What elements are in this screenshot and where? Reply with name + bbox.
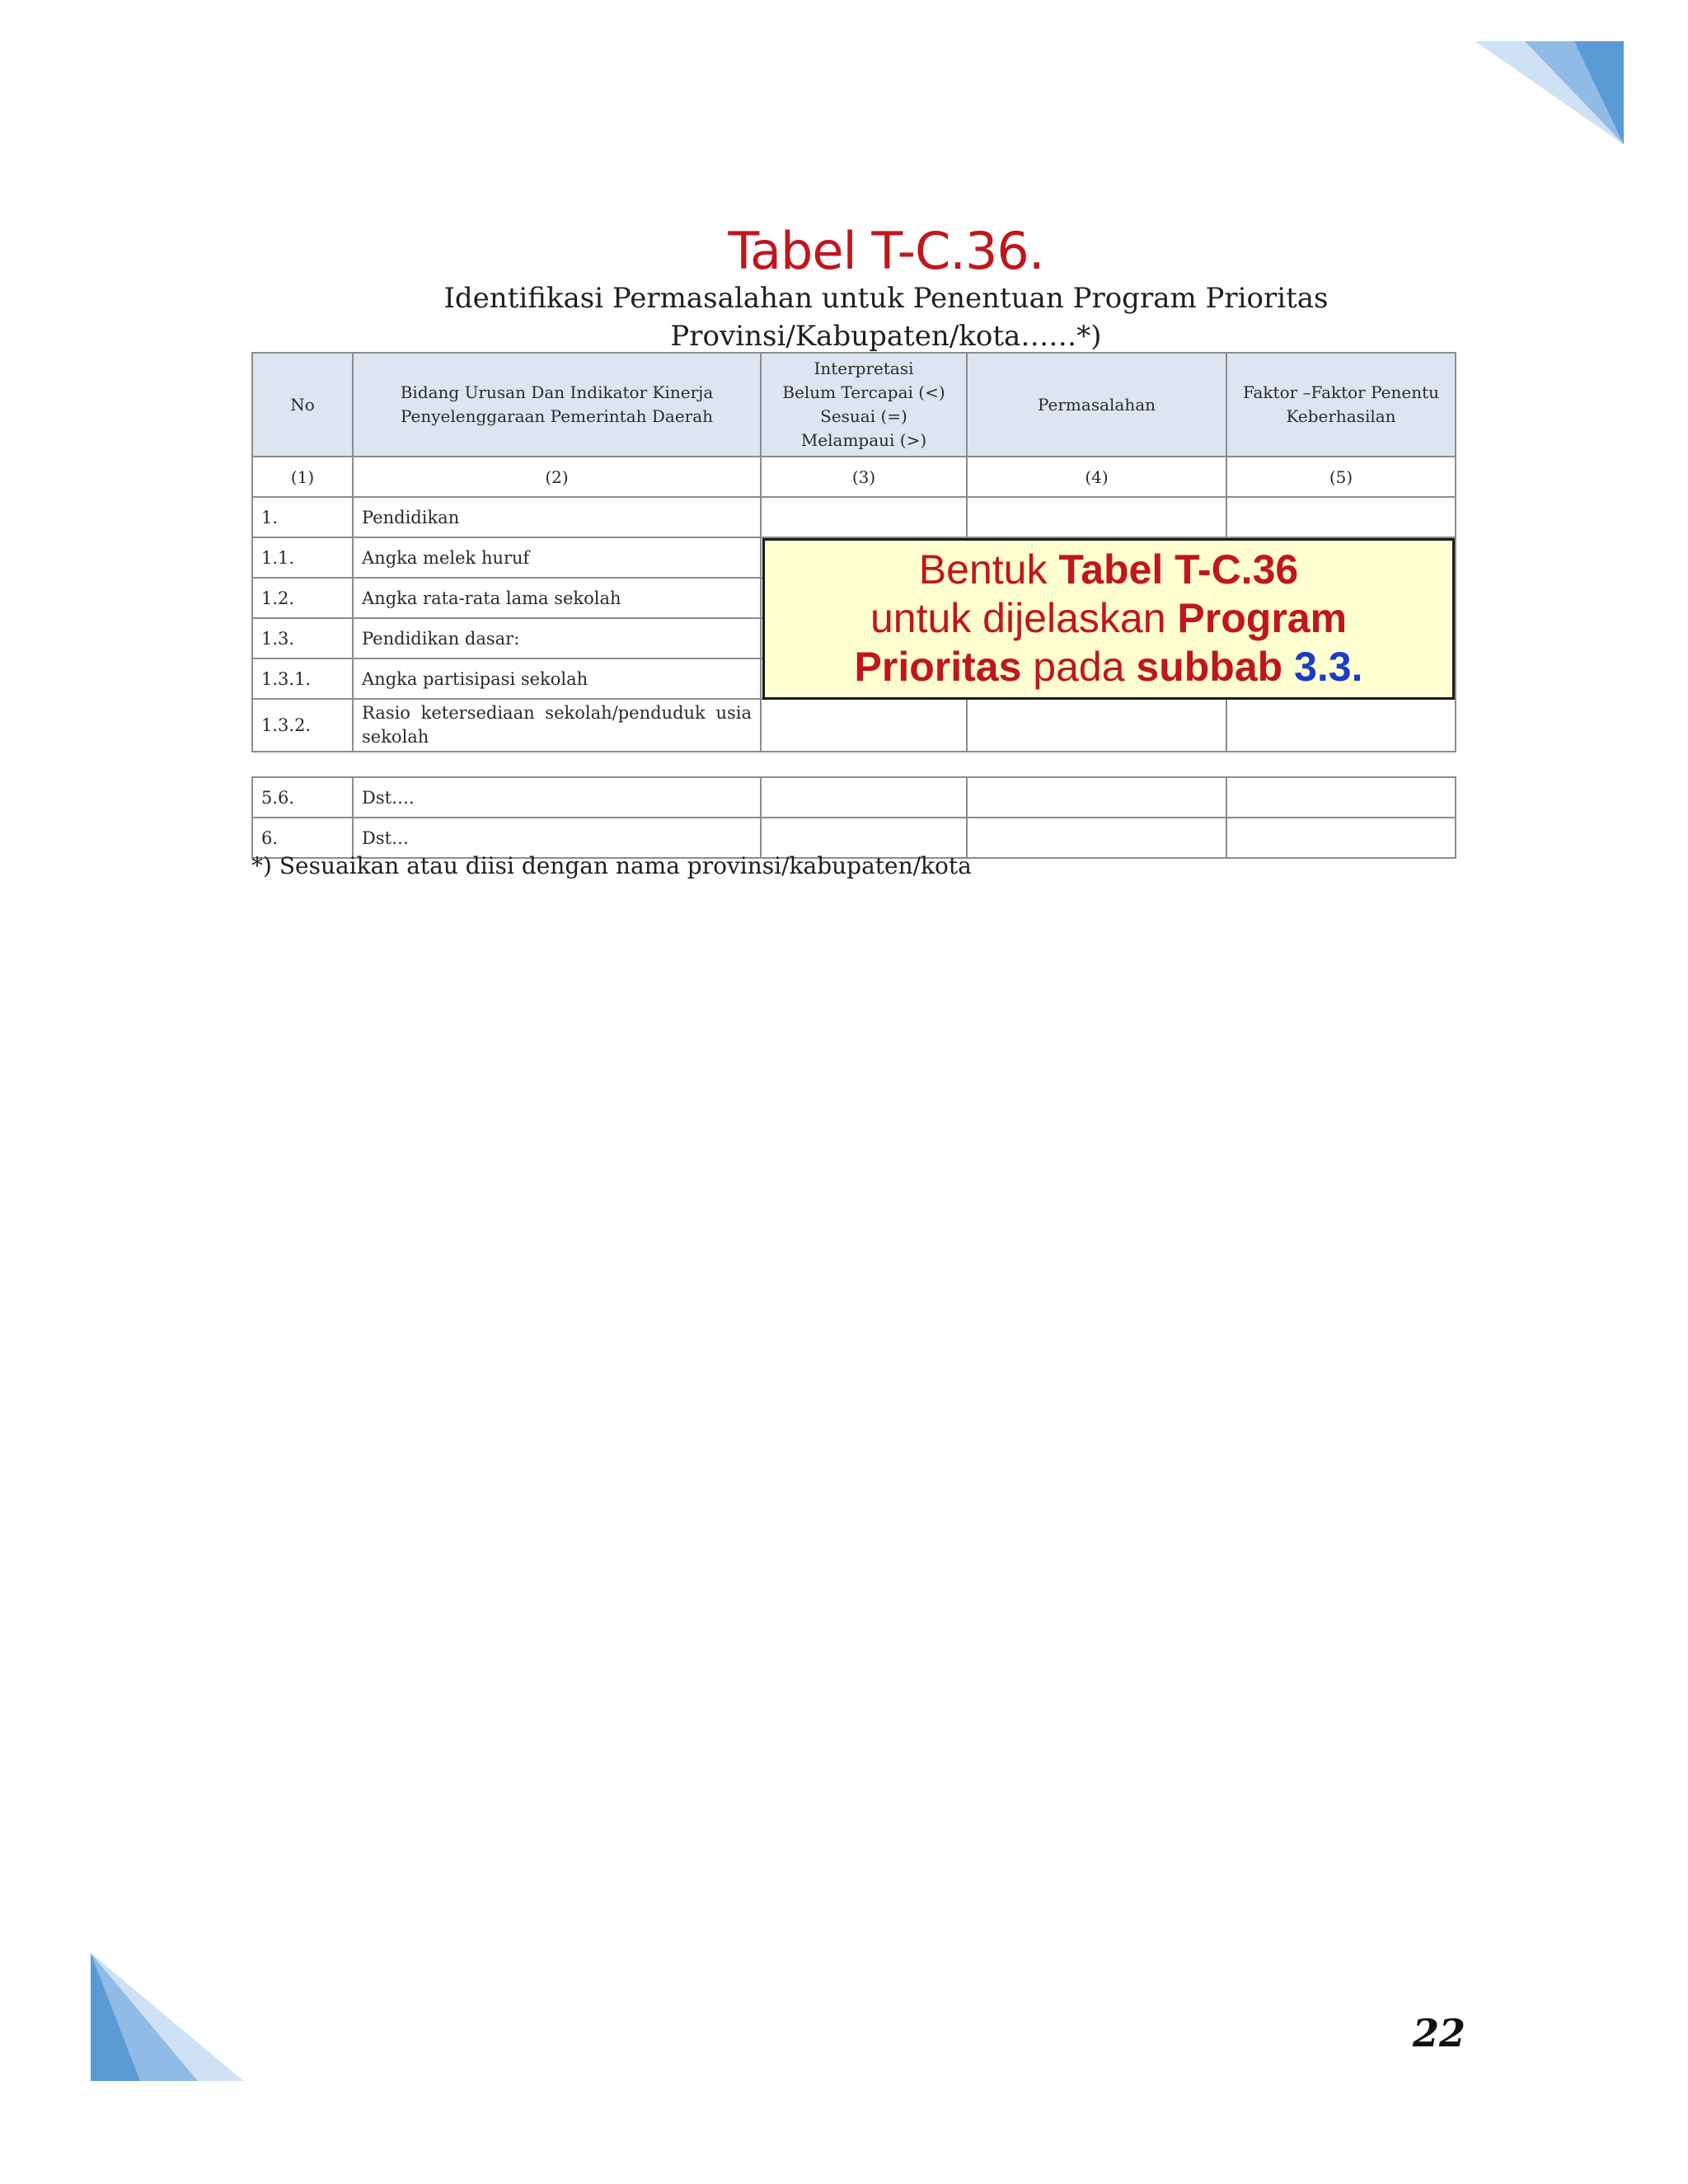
empty-cell [761, 699, 967, 752]
row-label: Angka melek huruf [353, 537, 761, 578]
row-number: 1. [252, 497, 353, 537]
page-title: Tabel T-C.36. [728, 221, 1044, 281]
column-number: (3) [761, 457, 967, 497]
row-number: 1.3. [252, 618, 353, 658]
table-row [252, 699, 1456, 752]
empty-cell [1226, 818, 1456, 858]
row-number: 1.3.1. [252, 658, 353, 699]
header-bidang: Bidang Urusan Dan Indikator Kinerja Penyelenggaraan Pemerintah Daerah [353, 353, 761, 457]
row-number: 1.1. [252, 537, 353, 578]
empty-cell [967, 497, 1226, 537]
corner-decoration-top-right [1475, 41, 1624, 144]
empty-cell [967, 818, 1226, 858]
row-label: Rasio ketersediaan sekolah/penduduk usia sekolah [353, 699, 761, 752]
row-number: 6. [252, 818, 353, 858]
header-no: No [252, 353, 353, 457]
row-number: 1.2. [252, 578, 353, 618]
callout-section-number: 3.3. [1294, 644, 1363, 690]
header-faktor: Faktor –Faktor Penentu Keberhasilan [1226, 353, 1456, 457]
table-row [252, 497, 1456, 537]
column-number: (5) [1226, 457, 1456, 497]
empty-cell [1226, 497, 1456, 537]
empty-cell [761, 497, 967, 537]
callout-prioritas: Prioritas [854, 644, 1022, 690]
empty-cell [761, 777, 967, 818]
row-number: 1.3.2. [252, 699, 353, 752]
table-footnote: *) Sesuaikan atau diisi dengan nama provinsi/kabupaten/kota [251, 852, 972, 879]
callout-subbab: subbab [1136, 644, 1295, 690]
header-permasalahan: Permasalahan [967, 353, 1226, 457]
callout-table-ref: Tabel T-C.36 [1058, 546, 1299, 593]
row-label: Angka partisipasi sekolah [353, 658, 761, 699]
callout-program: Program [1177, 595, 1348, 641]
row-label: Dst… [353, 818, 761, 858]
column-number: (2) [353, 457, 761, 497]
empty-cell [967, 777, 1226, 818]
header-interpretasi-line: Melampaui (>) [800, 430, 927, 450]
row-number: 5.6. [252, 777, 353, 818]
row-label: Dst…. [353, 777, 761, 818]
header-interpretasi-line: Sesuai (=) [820, 406, 907, 426]
page-number: 22 [1412, 2011, 1465, 2055]
column-number: (4) [967, 457, 1226, 497]
callout-text: pada [1021, 644, 1137, 690]
column-number: (1) [252, 457, 353, 497]
empty-cell [967, 699, 1226, 752]
table-caption-line-1: Identifikasi Permasalahan untuk Penentuan Program Prioritas [443, 282, 1329, 315]
row-label: Angka rata-rata lama sekolah [353, 578, 761, 618]
callout-text: Bentuk [918, 546, 1059, 593]
table-caption-line-2: Provinsi/Kabupaten/kota……*) [670, 320, 1102, 353]
header-interpretasi-line: Interpretasi [814, 359, 914, 378]
problem-identification-table-continued [251, 776, 1456, 859]
empty-cell [1226, 699, 1456, 752]
row-label: Pendidikan [353, 497, 761, 537]
table-header-row [252, 353, 1456, 457]
column-number-row [252, 457, 1456, 497]
row-label: Pendidikan dasar: [353, 618, 761, 658]
empty-cell [1226, 777, 1456, 818]
header-interpretasi [761, 353, 967, 457]
callout-note [762, 538, 1455, 700]
corner-decoration-bottom-left [91, 1953, 243, 2081]
callout-text: untuk dijelaskan [870, 595, 1178, 641]
table-row [252, 777, 1456, 818]
header-interpretasi-line: Belum Tercapai (<) [782, 382, 945, 402]
